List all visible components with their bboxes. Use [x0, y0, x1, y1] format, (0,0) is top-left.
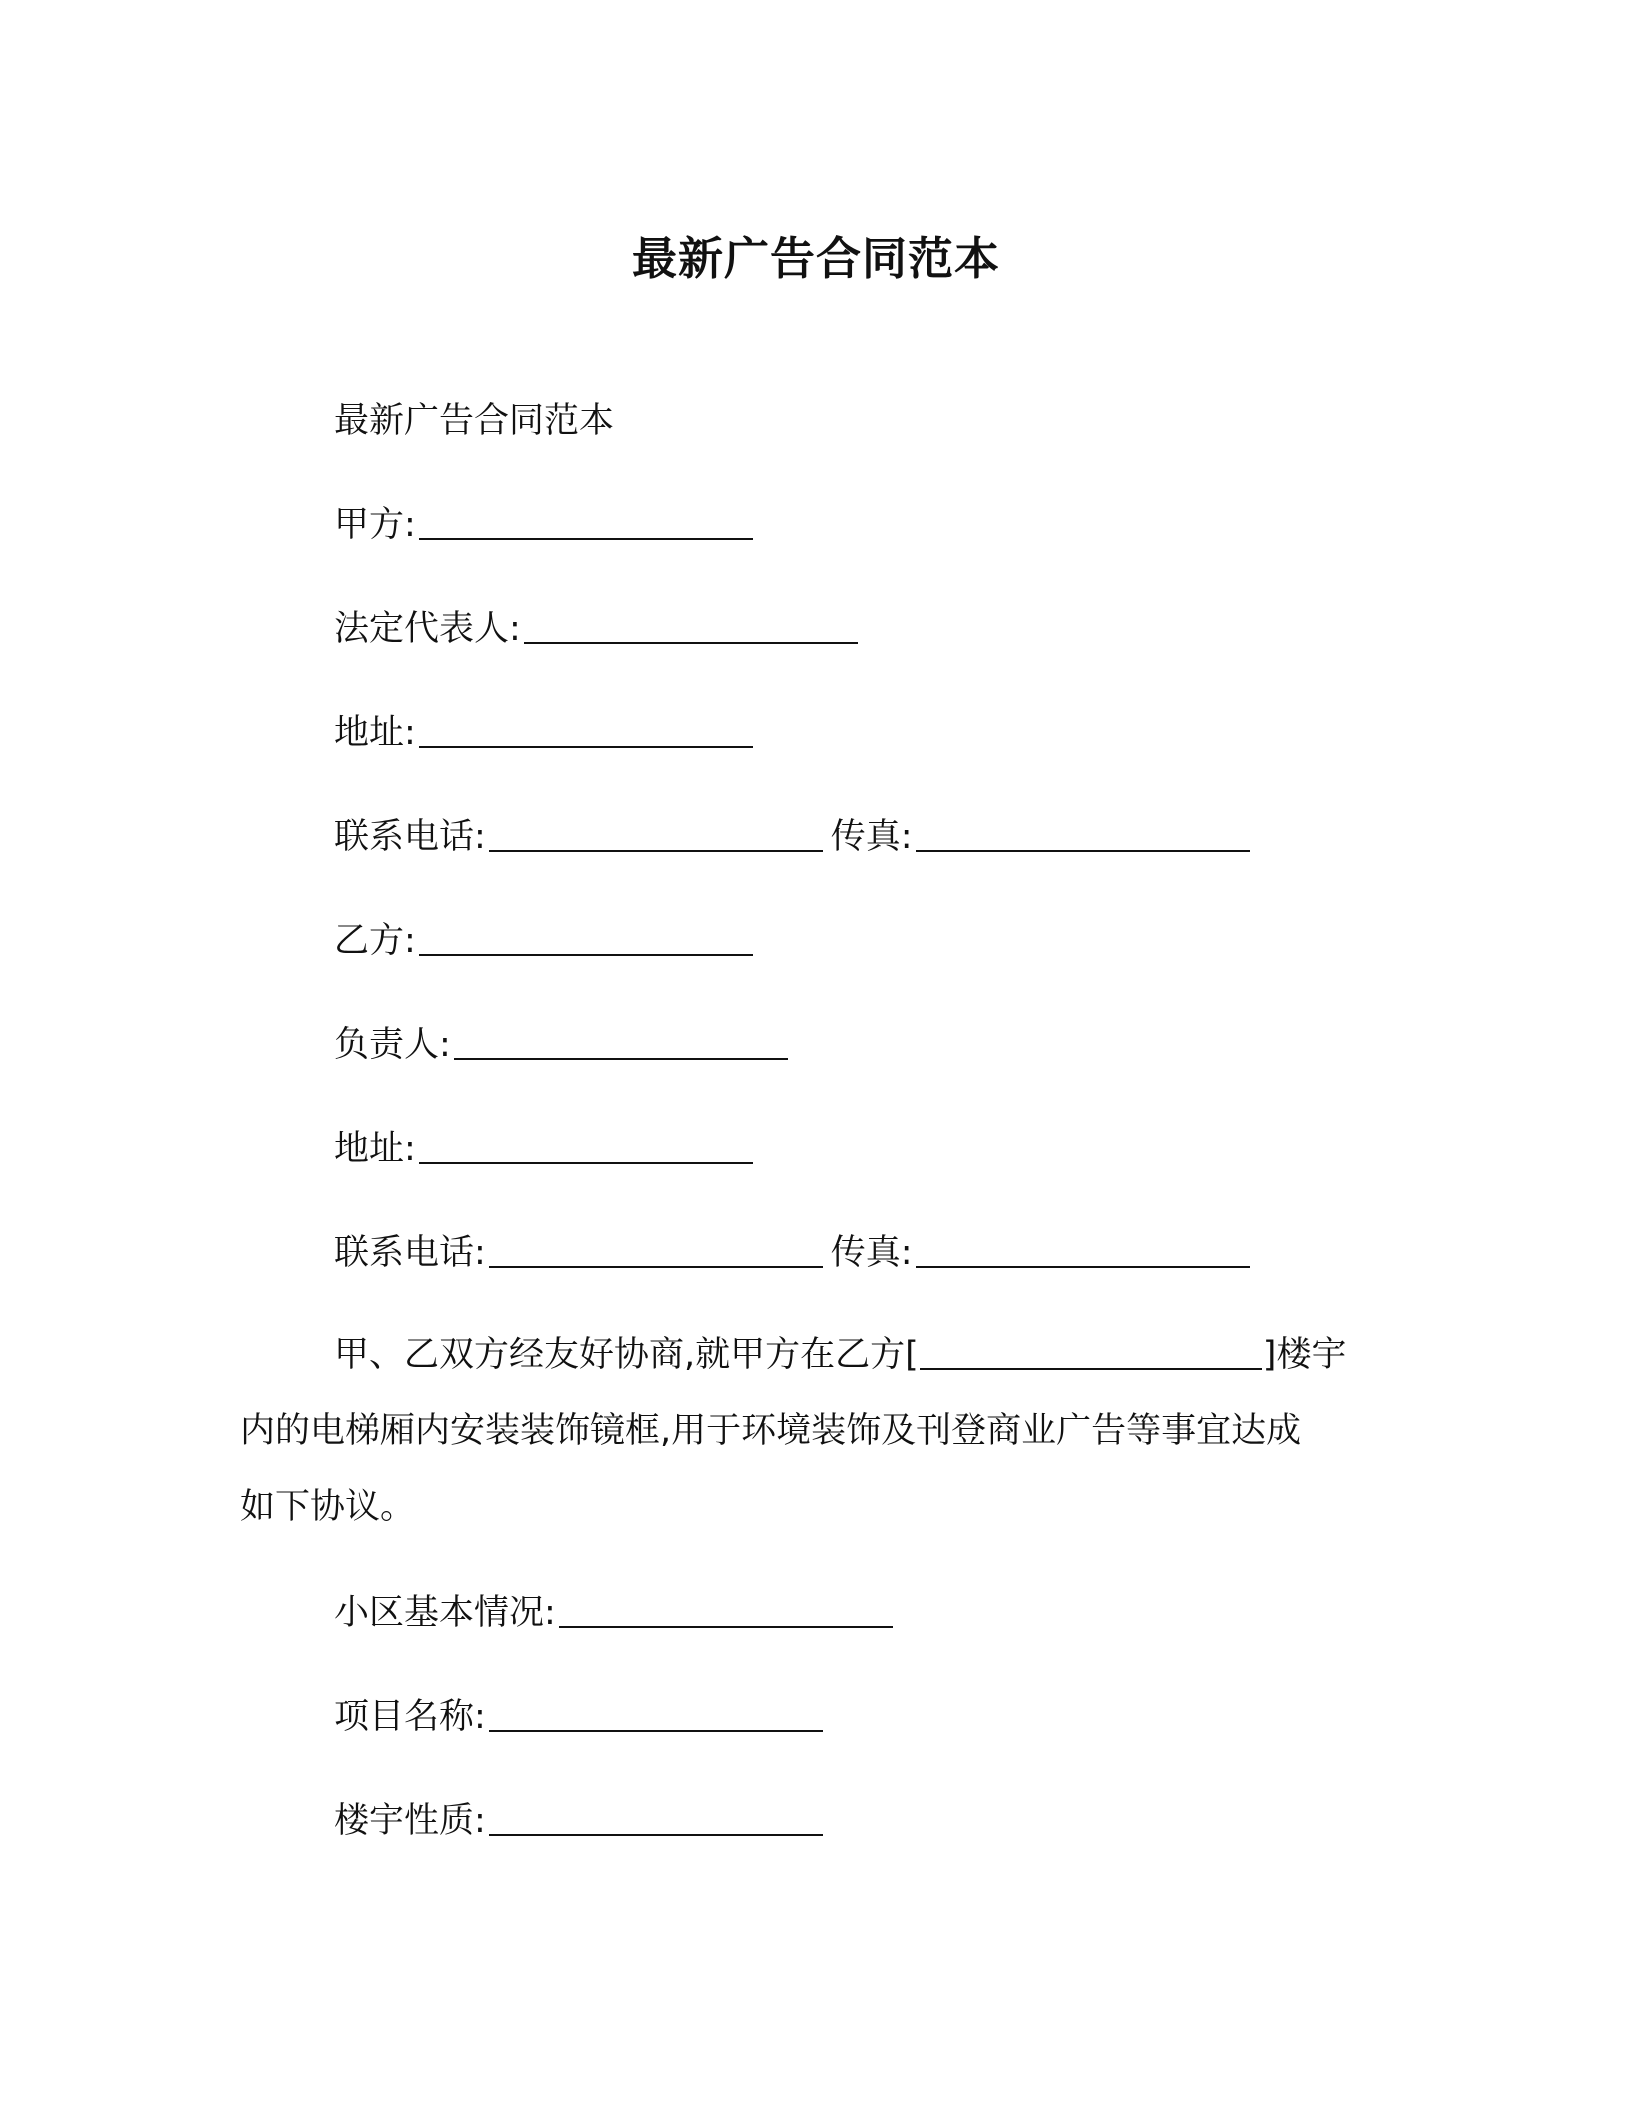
party-a-line: [334, 500, 753, 550]
party-b-rep-line: [334, 1020, 788, 1070]
community-line: [334, 1588, 893, 1638]
document-subtitle: 最新广告合同范本: [334, 401, 615, 441]
party-b-fax-label: 传真:: [830, 1233, 913, 1273]
party-a-fax-blank: [916, 850, 1250, 852]
party-b-phone-label: 联系电话:: [334, 1233, 486, 1273]
community-blank: [559, 1626, 893, 1628]
building-type-blank: [489, 1834, 823, 1836]
project-name-label: 项目名称:: [334, 1697, 486, 1737]
party-a-address-blank: [419, 746, 753, 748]
intro-line-1-after: ]楼宇: [1262, 1335, 1347, 1375]
project-name-line: [334, 1692, 823, 1742]
document-title: 最新广告合同范本: [631, 232, 1000, 285]
party-a-blank: [419, 538, 753, 540]
building-blank: [920, 1368, 1262, 1370]
intro-line-3: 如下协议。: [240, 1487, 416, 1527]
party-b-phone-blank: [489, 1266, 823, 1268]
intro-line-1: [334, 1330, 1346, 1380]
party-a-label: 甲方:: [334, 505, 416, 545]
party-b-rep-blank: [454, 1058, 788, 1060]
party-b-fax-blank: [916, 1266, 1250, 1268]
party-a-rep-label: 法定代表人:: [334, 609, 521, 649]
party-b-contact-line: [334, 1228, 1250, 1278]
intro-line-2: 内的电梯厢内安装装饰镜框,用于环境装饰及刊登商业广告等事宜达成: [240, 1411, 1302, 1451]
party-a-address-label: 地址:: [334, 713, 416, 753]
party-a-rep-blank: [524, 642, 858, 644]
party-a-rep-line: [334, 604, 858, 654]
party-b-address-line: [334, 1124, 753, 1174]
intro-line-1-before: 甲、乙双方经友好协商,就甲方在乙方[: [334, 1335, 919, 1375]
party-b-blank: [419, 954, 753, 956]
project-name-blank: [489, 1730, 823, 1732]
party-b-address-label: 地址:: [334, 1129, 416, 1169]
party-a-contact-line: [334, 812, 1250, 862]
party-b-line: [334, 916, 753, 966]
community-label: 小区基本情况:: [334, 1593, 556, 1633]
party-a-phone-blank: [489, 850, 823, 852]
party-b-label: 乙方:: [334, 921, 416, 961]
party-a-phone-label: 联系电话:: [334, 817, 486, 857]
party-a-address-line: [334, 708, 753, 758]
building-type-line: [334, 1796, 823, 1846]
building-type-label: 楼宇性质:: [334, 1801, 486, 1841]
party-b-rep-label: 负责人:: [334, 1025, 451, 1065]
party-a-fax-label: 传真:: [830, 817, 913, 857]
party-b-address-blank: [419, 1162, 753, 1164]
